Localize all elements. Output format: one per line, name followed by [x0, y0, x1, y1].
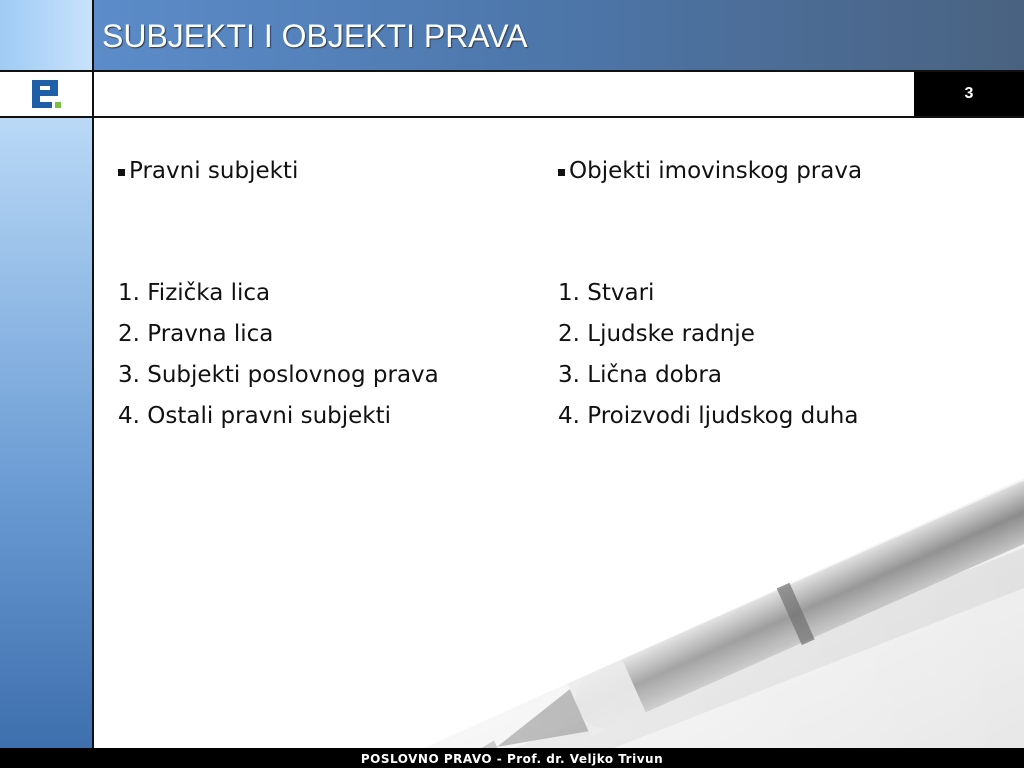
- left-column: [118, 158, 439, 442]
- left-heading-text: Pravni subjekti: [129, 158, 299, 184]
- sidebar-top-block: [0, 0, 92, 70]
- bullet-icon: [118, 169, 125, 176]
- right-heading-text: Objekti imovinskog prava: [569, 158, 863, 184]
- list-item: 2. Pravna lica: [118, 321, 274, 347]
- title-bar: [94, 0, 1024, 70]
- list-item: 1. Stvari: [558, 280, 655, 306]
- left-column-heading: [118, 158, 439, 184]
- slide-content: [94, 118, 1024, 748]
- bullet-icon: [558, 169, 565, 176]
- slide-footer: POSLOVNO PRAVO - Prof. dr. Veljko Trivun: [0, 748, 1024, 768]
- list-item: 3. Lična dobra: [558, 362, 722, 388]
- list-item: 2. Ljudske radnje: [558, 321, 755, 347]
- right-column-heading: [558, 158, 862, 184]
- right-column: [558, 158, 862, 442]
- list-item: 3. Subjekti poslovnog prava: [118, 362, 439, 388]
- logo-box: [0, 72, 92, 116]
- left-sidebar: [0, 118, 92, 748]
- logo-icon: [28, 76, 64, 112]
- list-item: 4. Ostali pravni subjekti: [118, 403, 392, 429]
- page-number: 3: [914, 72, 1024, 116]
- right-list: [558, 278, 862, 442]
- subtitle-band: [94, 72, 914, 116]
- list-item: 4. Proizvodi ljudskog duha: [558, 403, 859, 429]
- left-list: [118, 278, 439, 442]
- slide-title: SUBJEKTI I OBJEKTI PRAVA: [102, 18, 528, 54]
- list-item: 1. Fizička lica: [118, 280, 271, 306]
